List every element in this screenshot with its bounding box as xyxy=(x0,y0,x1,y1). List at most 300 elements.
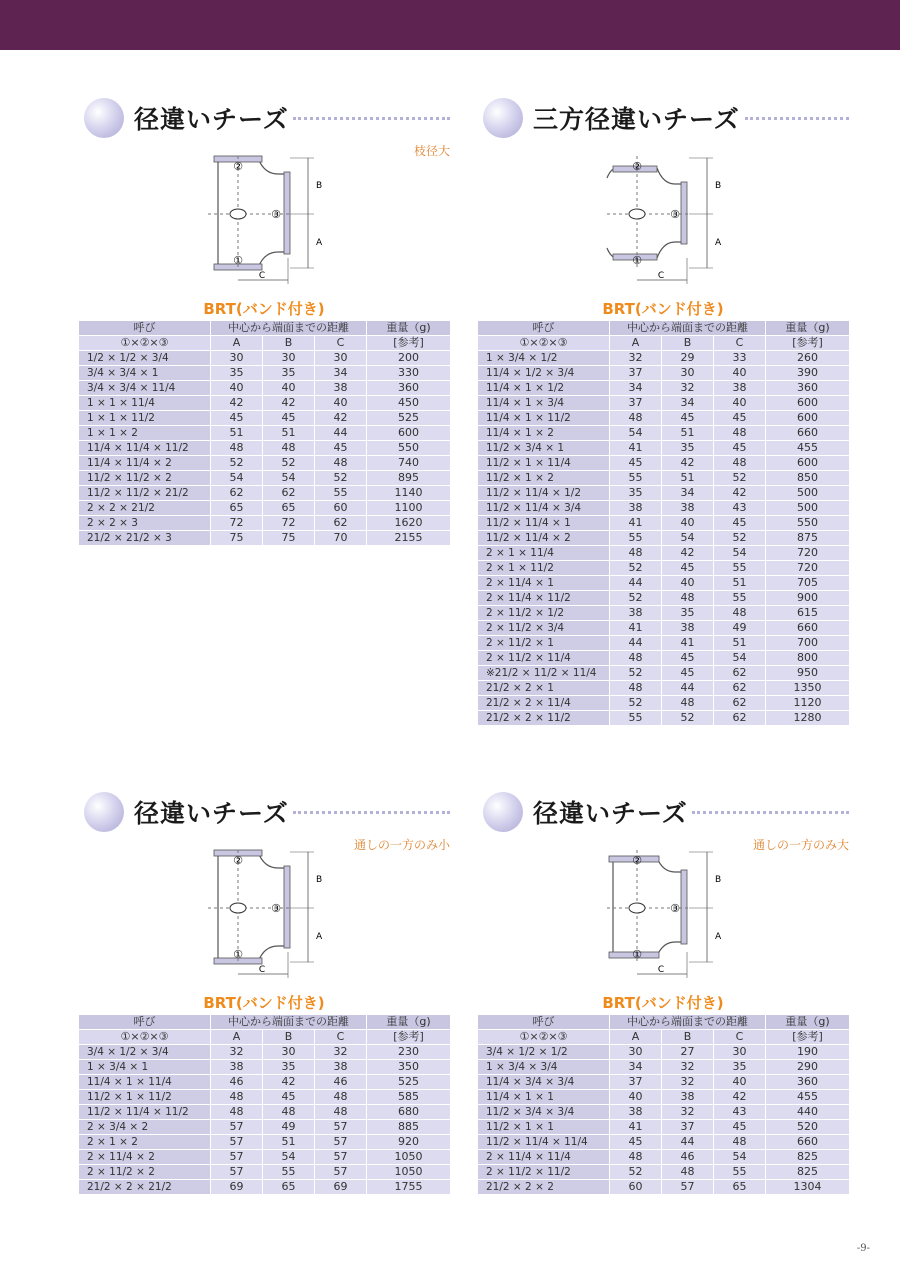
cell-b: 30 xyxy=(263,1045,315,1060)
col-header-a: A xyxy=(610,336,662,351)
cell-weight: 875 xyxy=(766,531,850,546)
cell-c: 48 xyxy=(714,1135,766,1150)
cell-c: 43 xyxy=(714,501,766,516)
cell-a: 42 xyxy=(211,396,263,411)
table-row xyxy=(79,441,451,456)
col-header-weight-sub: [参考] xyxy=(367,336,451,351)
cell-size: 2 × 11/2 × 11/2 xyxy=(478,1165,610,1180)
cell-a: 35 xyxy=(610,486,662,501)
cell-weight: 260 xyxy=(766,351,850,366)
cell-a: 51 xyxy=(211,426,263,441)
cell-b: 38 xyxy=(662,501,714,516)
cell-weight: 1050 xyxy=(367,1150,451,1165)
cell-b: 48 xyxy=(263,441,315,456)
cell-c: 38 xyxy=(714,381,766,396)
cell-a: 46 xyxy=(211,1075,263,1090)
cell-b: 34 xyxy=(662,396,714,411)
table-row xyxy=(478,1120,850,1135)
cell-weight: 390 xyxy=(766,366,850,381)
cell-weight: 525 xyxy=(367,1075,451,1090)
section-heading xyxy=(78,792,450,832)
cell-weight: 550 xyxy=(367,441,451,456)
cell-c: 34 xyxy=(315,366,367,381)
cell-a: 48 xyxy=(211,1105,263,1120)
cell-weight: 825 xyxy=(766,1165,850,1180)
cell-b: 35 xyxy=(263,1060,315,1075)
tee-fitting-diagram xyxy=(477,842,849,982)
cell-a: 48 xyxy=(610,1150,662,1165)
table-row xyxy=(79,1090,451,1105)
table-row xyxy=(478,621,850,636)
section-reducing-tee-branch-large xyxy=(78,98,450,558)
cell-b: 54 xyxy=(263,471,315,486)
col-header-name: 呼び xyxy=(79,321,211,336)
col-header-c: C xyxy=(315,1030,367,1045)
cell-c: 48 xyxy=(315,1090,367,1105)
table-row xyxy=(478,576,850,591)
cell-weight: 740 xyxy=(367,456,451,471)
cell-a: 52 xyxy=(610,1165,662,1180)
cell-a: 69 xyxy=(211,1180,263,1195)
heading-dotted-rule xyxy=(293,811,450,814)
cell-weight: 1120 xyxy=(766,696,850,711)
cell-b: 65 xyxy=(263,501,315,516)
cell-c: 62 xyxy=(315,516,367,531)
cell-c: 57 xyxy=(315,1150,367,1165)
cell-a: 55 xyxy=(610,471,662,486)
cell-a: 38 xyxy=(610,1105,662,1120)
cell-c: 44 xyxy=(315,426,367,441)
table-row xyxy=(478,681,850,696)
cell-a: 45 xyxy=(610,1135,662,1150)
cell-c: 57 xyxy=(315,1165,367,1180)
cell-size: 11/4 × 1 × 1 xyxy=(478,1090,610,1105)
cell-c: 30 xyxy=(315,351,367,366)
table-row xyxy=(478,1105,850,1120)
cell-b: 48 xyxy=(662,591,714,606)
cell-b: 48 xyxy=(662,1165,714,1180)
cell-c: 48 xyxy=(714,606,766,621)
cell-b: 52 xyxy=(263,456,315,471)
cell-weight: 720 xyxy=(766,546,850,561)
table-row xyxy=(478,711,850,726)
cell-b: 51 xyxy=(662,471,714,486)
table-row xyxy=(79,426,451,441)
cell-b: 35 xyxy=(263,366,315,381)
dim-c-label: C xyxy=(657,965,665,975)
cell-b: 34 xyxy=(662,486,714,501)
section-title: 三方径違いチーズ xyxy=(533,105,740,134)
cell-weight: 600 xyxy=(766,411,850,426)
table-row xyxy=(79,1120,451,1135)
port-3-label: ③ xyxy=(271,208,281,221)
cell-size: 1 × 3/4 × 1/2 xyxy=(478,351,610,366)
cell-c: 42 xyxy=(315,411,367,426)
table-row xyxy=(79,1075,451,1090)
cell-size: 11/2 × 11/4 × 2 xyxy=(478,531,610,546)
table-row xyxy=(79,1060,451,1075)
table-row xyxy=(478,381,850,396)
cell-weight: 1280 xyxy=(766,711,850,726)
port-2-label: ② xyxy=(632,160,642,173)
table-row xyxy=(79,411,451,426)
col-header-b: B xyxy=(263,336,315,351)
cell-a: 65 xyxy=(211,501,263,516)
cell-b: 46 xyxy=(662,1150,714,1165)
cell-size: 11/2 × 11/4 × 1 xyxy=(478,516,610,531)
cell-weight: 585 xyxy=(367,1090,451,1105)
cell-weight: 500 xyxy=(766,486,850,501)
table-row xyxy=(478,471,850,486)
col-header-a: A xyxy=(610,1030,662,1045)
cell-c: 62 xyxy=(714,696,766,711)
cell-c: 52 xyxy=(714,531,766,546)
col-header-distance: 中心から端面までの距離 xyxy=(211,1015,367,1030)
section-three-way-reducing-tee xyxy=(477,98,849,738)
port-2-label: ② xyxy=(632,854,642,867)
col-header-name-sub: ①×②×③ xyxy=(79,336,211,351)
table-row xyxy=(79,1150,451,1165)
cell-a: 75 xyxy=(211,531,263,546)
section-reducing-tee-run-small xyxy=(78,792,450,1212)
tee-fitting-diagram xyxy=(78,148,450,288)
cell-size: 21/2 × 2 × 2 xyxy=(478,1180,610,1195)
cell-b: 42 xyxy=(662,456,714,471)
port-1-label: ① xyxy=(233,948,243,961)
cell-size: 21/2 × 21/2 × 3 xyxy=(79,531,211,546)
cell-c: 40 xyxy=(714,1075,766,1090)
cell-c: 45 xyxy=(315,441,367,456)
cell-size: 3/4 × 3/4 × 1 xyxy=(79,366,211,381)
spec-table xyxy=(78,320,451,546)
tee-fitting-diagram xyxy=(477,148,849,288)
cell-c: 42 xyxy=(714,486,766,501)
cell-a: 38 xyxy=(610,606,662,621)
col-header-b: B xyxy=(662,1030,714,1045)
cell-weight: 600 xyxy=(766,396,850,411)
table-row xyxy=(79,1045,451,1060)
cell-b: 45 xyxy=(662,651,714,666)
cell-c: 49 xyxy=(714,621,766,636)
col-header-weight: 重量（g) xyxy=(367,321,451,336)
table-row xyxy=(79,1165,451,1180)
cell-size: 11/4 × 3/4 × 3/4 xyxy=(478,1075,610,1090)
cell-c: 38 xyxy=(315,1060,367,1075)
cell-weight: 800 xyxy=(766,651,850,666)
cell-a: 55 xyxy=(610,711,662,726)
table-row xyxy=(478,666,850,681)
col-header-name-sub: ①×②×③ xyxy=(79,1030,211,1045)
cell-a: 40 xyxy=(610,1090,662,1105)
cell-weight: 550 xyxy=(766,516,850,531)
cell-b: 30 xyxy=(263,351,315,366)
cell-size: 21/2 × 2 × 11/2 xyxy=(478,711,610,726)
cell-b: 51 xyxy=(662,426,714,441)
cell-size: 11/2 × 3/4 × 1 xyxy=(478,441,610,456)
cell-b: 65 xyxy=(263,1180,315,1195)
table-row xyxy=(79,531,451,546)
cell-a: 48 xyxy=(610,411,662,426)
cell-weight: 360 xyxy=(766,381,850,396)
cell-size: 11/2 × 11/4 × 1/2 xyxy=(478,486,610,501)
col-header-c: C xyxy=(315,336,367,351)
table-row xyxy=(79,1135,451,1150)
cell-weight: 825 xyxy=(766,1150,850,1165)
cell-weight: 1050 xyxy=(367,1165,451,1180)
col-header-distance: 中心から端面までの距離 xyxy=(610,1015,766,1030)
table-row xyxy=(79,1180,451,1195)
cell-a: 41 xyxy=(610,441,662,456)
cell-a: 45 xyxy=(610,456,662,471)
table-row xyxy=(478,516,850,531)
cell-weight: 360 xyxy=(766,1075,850,1090)
col-header-a: A xyxy=(211,336,263,351)
table-row xyxy=(79,456,451,471)
cell-size: 2 × 11/4 × 2 xyxy=(79,1150,211,1165)
cell-size: 2 × 3/4 × 2 xyxy=(79,1120,211,1135)
port-1-label: ① xyxy=(632,948,642,961)
cell-a: 62 xyxy=(211,486,263,501)
cell-size: 2 × 11/4 × 11/2 xyxy=(478,591,610,606)
cell-weight: 885 xyxy=(367,1120,451,1135)
cell-size: 3/4 × 3/4 × 11/4 xyxy=(79,381,211,396)
col-header-name: 呼び xyxy=(478,1015,610,1030)
cell-c: 30 xyxy=(714,1045,766,1060)
cell-c: 65 xyxy=(714,1180,766,1195)
table-row xyxy=(478,636,850,651)
table-row xyxy=(79,486,451,501)
heading-bullet-icon xyxy=(483,98,523,138)
cell-a: 37 xyxy=(610,366,662,381)
dim-b-label: B xyxy=(316,875,323,885)
cell-weight: 700 xyxy=(766,636,850,651)
cell-size: 2 × 11/2 × 1 xyxy=(478,636,610,651)
table-row xyxy=(79,351,451,366)
port-2-label: ② xyxy=(233,160,243,173)
col-header-name: 呼び xyxy=(478,321,610,336)
cell-c: 55 xyxy=(714,561,766,576)
cell-weight: 600 xyxy=(766,456,850,471)
port-2-label: ② xyxy=(233,854,243,867)
cell-weight: 290 xyxy=(766,1060,850,1075)
cell-c: 57 xyxy=(315,1135,367,1150)
cell-a: 35 xyxy=(211,366,263,381)
table-row xyxy=(478,351,850,366)
cell-c: 52 xyxy=(315,471,367,486)
port-3-label: ③ xyxy=(670,902,680,915)
cell-weight: 850 xyxy=(766,471,850,486)
cell-size: 2 × 1 × 11/4 xyxy=(478,546,610,561)
cell-a: 48 xyxy=(211,1090,263,1105)
table-row xyxy=(478,591,850,606)
heading-dotted-rule xyxy=(745,117,849,120)
col-header-weight: 重量（g) xyxy=(766,1015,850,1030)
table-row xyxy=(478,456,850,471)
dim-c-label: C xyxy=(258,965,266,975)
cell-a: 41 xyxy=(610,516,662,531)
cell-b: 40 xyxy=(662,576,714,591)
cell-a: 55 xyxy=(610,531,662,546)
cell-size: 3/4 × 1/2 × 3/4 xyxy=(79,1045,211,1060)
cell-size: 1 × 3/4 × 1 xyxy=(79,1060,211,1075)
cell-size: 2 × 11/2 × 3/4 xyxy=(478,621,610,636)
table-row xyxy=(478,441,850,456)
section-note: 通しの一方のみ大 xyxy=(752,838,849,852)
cell-c: 48 xyxy=(714,426,766,441)
cell-size: 11/2 × 11/4 × 3/4 xyxy=(478,501,610,516)
table-row xyxy=(79,471,451,486)
table-row xyxy=(478,696,850,711)
table-row xyxy=(478,1045,850,1060)
cell-c: 42 xyxy=(714,1090,766,1105)
cell-b: 48 xyxy=(662,696,714,711)
section-title: 径違いチーズ xyxy=(533,799,688,828)
cell-b: 38 xyxy=(662,621,714,636)
cell-weight: 330 xyxy=(367,366,451,381)
cell-a: 48 xyxy=(211,441,263,456)
section-note: 枝径大 xyxy=(413,144,450,158)
cell-b: 32 xyxy=(662,1075,714,1090)
cell-b: 40 xyxy=(662,516,714,531)
spec-table xyxy=(477,1014,850,1195)
cell-weight: 900 xyxy=(766,591,850,606)
table-row xyxy=(478,561,850,576)
dim-c-label: C xyxy=(657,271,665,281)
cell-c: 55 xyxy=(714,1165,766,1180)
cell-size: 11/4 × 1/2 × 3/4 xyxy=(478,366,610,381)
cell-size: 21/2 × 2 × 21/2 xyxy=(79,1180,211,1195)
table-row xyxy=(478,1075,850,1090)
cell-c: 48 xyxy=(315,1105,367,1120)
cell-c: 60 xyxy=(315,501,367,516)
cell-b: 62 xyxy=(263,486,315,501)
cell-c: 51 xyxy=(714,636,766,651)
cell-c: 46 xyxy=(315,1075,367,1090)
section-note: 通しの一方のみ小 xyxy=(353,838,450,852)
cell-weight: 1755 xyxy=(367,1180,451,1195)
cell-c: 45 xyxy=(714,516,766,531)
cell-c: 32 xyxy=(315,1045,367,1060)
dim-a-label: A xyxy=(715,238,722,248)
cell-b: 27 xyxy=(662,1045,714,1060)
heading-dotted-rule xyxy=(293,117,450,120)
col-header-a: A xyxy=(211,1030,263,1045)
cell-b: 51 xyxy=(263,1135,315,1150)
cell-size: 11/2 × 11/4 × 11/2 xyxy=(79,1105,211,1120)
cell-size: 11/4 × 1 × 11/2 xyxy=(478,411,610,426)
cell-a: 32 xyxy=(211,1045,263,1060)
col-header-distance: 中心から端面までの距離 xyxy=(211,321,367,336)
port-3-label: ③ xyxy=(670,208,680,221)
brt-label: BRT(バンド付き) xyxy=(203,300,325,318)
cell-a: 32 xyxy=(610,351,662,366)
cell-weight: 1100 xyxy=(367,501,451,516)
cell-c: 62 xyxy=(714,681,766,696)
diagram-area xyxy=(477,148,849,288)
cell-weight: 500 xyxy=(766,501,850,516)
cell-weight: 1140 xyxy=(367,486,451,501)
dim-b-label: B xyxy=(316,181,323,191)
cell-size: 2 × 11/2 × 1/2 xyxy=(478,606,610,621)
heading-bullet-icon xyxy=(84,792,124,832)
cell-b: 54 xyxy=(263,1150,315,1165)
cell-c: 45 xyxy=(714,441,766,456)
col-header-c: C xyxy=(714,336,766,351)
cell-a: 44 xyxy=(610,636,662,651)
cell-weight: 360 xyxy=(367,381,451,396)
cell-size: 2 × 1 × 11/2 xyxy=(478,561,610,576)
table-row xyxy=(79,516,451,531)
section-heading xyxy=(78,98,450,138)
cell-b: 45 xyxy=(263,1090,315,1105)
cell-size: 2 × 2 × 3 xyxy=(79,516,211,531)
cell-weight: 680 xyxy=(367,1105,451,1120)
cell-size: 11/4 × 1 × 11/4 xyxy=(79,1075,211,1090)
table-row xyxy=(478,1060,850,1075)
cell-a: 37 xyxy=(610,1075,662,1090)
cell-weight: 950 xyxy=(766,666,850,681)
cell-b: 52 xyxy=(662,711,714,726)
cell-b: 54 xyxy=(662,531,714,546)
brt-label: BRT(バンド付き) xyxy=(602,300,724,318)
cell-weight: 455 xyxy=(766,441,850,456)
cell-b: 44 xyxy=(662,1135,714,1150)
cell-weight: 660 xyxy=(766,1135,850,1150)
col-header-name-sub: ①×②×③ xyxy=(478,1030,610,1045)
cell-a: 57 xyxy=(211,1120,263,1135)
col-header-weight-sub: [参考] xyxy=(367,1030,451,1045)
cell-size: 2 × 11/4 × 1 xyxy=(478,576,610,591)
cell-b: 55 xyxy=(263,1165,315,1180)
cell-b: 30 xyxy=(662,366,714,381)
table-row xyxy=(478,501,850,516)
cell-a: 48 xyxy=(610,546,662,561)
cell-b: 32 xyxy=(662,381,714,396)
cell-size: 2 × 1 × 2 xyxy=(79,1135,211,1150)
table-row xyxy=(478,1180,850,1195)
cell-c: 62 xyxy=(714,711,766,726)
cell-weight: 350 xyxy=(367,1060,451,1075)
cell-weight: 705 xyxy=(766,576,850,591)
table-row xyxy=(79,501,451,516)
cell-size: ※21/2 × 11/2 × 11/4 xyxy=(478,666,610,681)
cell-a: 41 xyxy=(610,621,662,636)
section-heading xyxy=(477,98,849,138)
cell-c: 54 xyxy=(714,546,766,561)
cell-size: 2 × 11/4 × 11/4 xyxy=(478,1150,610,1165)
heading-bullet-icon xyxy=(84,98,124,138)
cell-size: 11/4 × 1 × 3/4 xyxy=(478,396,610,411)
cell-weight: 450 xyxy=(367,396,451,411)
cell-a: 38 xyxy=(211,1060,263,1075)
diagram-area xyxy=(78,842,450,982)
cell-c: 35 xyxy=(714,1060,766,1075)
col-header-name: 呼び xyxy=(79,1015,211,1030)
cell-size: 11/4 × 11/4 × 2 xyxy=(79,456,211,471)
brt-label: BRT(バンド付き) xyxy=(203,994,325,1012)
cell-a: 41 xyxy=(610,1120,662,1135)
cell-weight: 440 xyxy=(766,1105,850,1120)
cell-b: 42 xyxy=(263,396,315,411)
cell-a: 54 xyxy=(211,471,263,486)
cell-weight: 525 xyxy=(367,411,451,426)
cell-a: 57 xyxy=(211,1150,263,1165)
cell-c: 48 xyxy=(315,456,367,471)
col-header-c: C xyxy=(714,1030,766,1045)
cell-weight: 200 xyxy=(367,351,451,366)
col-header-b: B xyxy=(662,336,714,351)
table-row xyxy=(478,426,850,441)
